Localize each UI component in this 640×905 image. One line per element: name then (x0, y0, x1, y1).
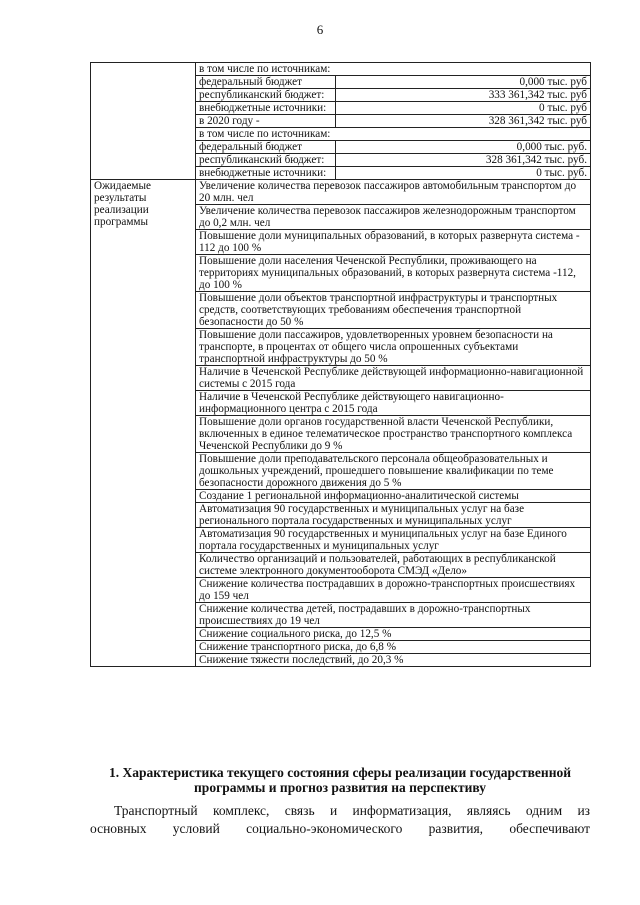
result-item: Снижение транспортного риска, до 6,8 % (196, 641, 591, 654)
result-item: Снижение тяжести последствий, до 20,3 % (196, 654, 591, 667)
result-item: Создание 1 региональной информационно-аналитической системы (196, 490, 591, 503)
funding-label: в том числе по источникам: (196, 128, 591, 141)
result-item: Увеличение количества перевозок пассажиров железнодорожным транспортом до 0,2 млн. чел (196, 205, 591, 230)
funding-row (91, 63, 591, 76)
result-item: Автоматизация 90 государственных и муниципальных услуг на базе Единого портала государственных и муниципальных услуг (196, 528, 591, 553)
funding-value: 0 тыс. руб. (336, 167, 591, 180)
result-item: Повышение доли органов государственной власти Чеченской Республики, включенных в единое телематическое пространство транспортного комплекса Чеченской Республики до 9 % (196, 416, 591, 453)
result-item: Снижение количества пострадавших в дорожно-транспортных происшествиях до 159 чел (196, 578, 591, 603)
funding-value: 0,000 тыс. руб (336, 76, 591, 89)
result-item: Повышение доли пассажиров, удовлетворенных уровнем безопасности на транспорте, в процентах от общего числа опрошенных субъектами транспортной инфраструктуры до 50 % (196, 329, 591, 366)
funding-label: федеральный бюджет (196, 76, 336, 89)
result-item: Повышение доли объектов транспортной инфраструктуры и транспортных средств, соответствующих требованиям обеспечения транспортной безопасности до 50 % (196, 292, 591, 329)
result-item: Наличие в Чеченской Республике действующей информационно-навигационной системы с 2015 года (196, 366, 591, 391)
section-heading: 1. Характеристика текущего состояния сферы реализации государственной программы и прогноз развития на перспективу (108, 765, 572, 795)
funding-value: 333 361,342 тыс. руб (336, 89, 591, 102)
funding-label: внебюджетные источники: (196, 167, 336, 180)
result-item: Увеличение количества перевозок пассажиров автомобильным транспортом до 20 млн. чел (196, 180, 591, 205)
result-item: Количество организаций и пользователей, работающих в республиканской системе электронного документооборота СМЭД «Дело» (196, 553, 591, 578)
funding-value: 328 361,342 тыс. руб. (336, 154, 591, 167)
funding-value: 328 361,342 тыс. руб (336, 115, 591, 128)
result-row (91, 180, 591, 205)
body-paragraph (90, 802, 590, 838)
paragraph-line: основных условий социально-экономического развития, обеспечивают (90, 821, 590, 836)
funding-label: внебюджетные источники: (196, 102, 336, 115)
results-label: Ожидаемые результаты реализации программы (91, 180, 196, 667)
funding-label: республиканский бюджет: (196, 89, 336, 102)
result-item: Снижение социального риска, до 12,5 % (196, 628, 591, 641)
result-item: Снижение количества детей, пострадавших в дорожно-транспортных происшествиях до 19 чел (196, 603, 591, 628)
result-item: Повышение доли преподавательского персонала общеобразовательных и дошкольных учреждений, прошедшего повышение квалификации по теме безопасности дорожного движения до 5 % (196, 453, 591, 490)
paragraph-line: Транспортный комплекс, связь и информатизация, являясь одним из (114, 803, 590, 818)
funding-value: 0 тыс. руб (336, 102, 591, 115)
result-item: Наличие в Чеченской Республике действующего навигационно-информационного центра с 2015 года (196, 391, 591, 416)
result-item: Повышение доли населения Чеченской Республики, проживающего на территориях муниципальных образований, в которых развернута система -112, до 100 % (196, 255, 591, 292)
funding-label: республиканский бюджет: (196, 154, 336, 167)
result-item: Повышение доли муниципальных образований, в которых развернута система - 112 до 100 % (196, 230, 591, 255)
funding-value: 0,000 тыс. руб. (336, 141, 591, 154)
funding-label: федеральный бюджет (196, 141, 336, 154)
page-number: 6 (316, 22, 324, 37)
result-item: Автоматизация 90 государственных и муниципальных услуг на базе регионального портала государственных и муниципальных услуг (196, 503, 591, 528)
funding-label: в 2020 году - (196, 115, 336, 128)
funding-label: в том числе по источникам: (196, 63, 591, 76)
empty-cell (91, 63, 196, 180)
program-passport-table (90, 62, 591, 667)
